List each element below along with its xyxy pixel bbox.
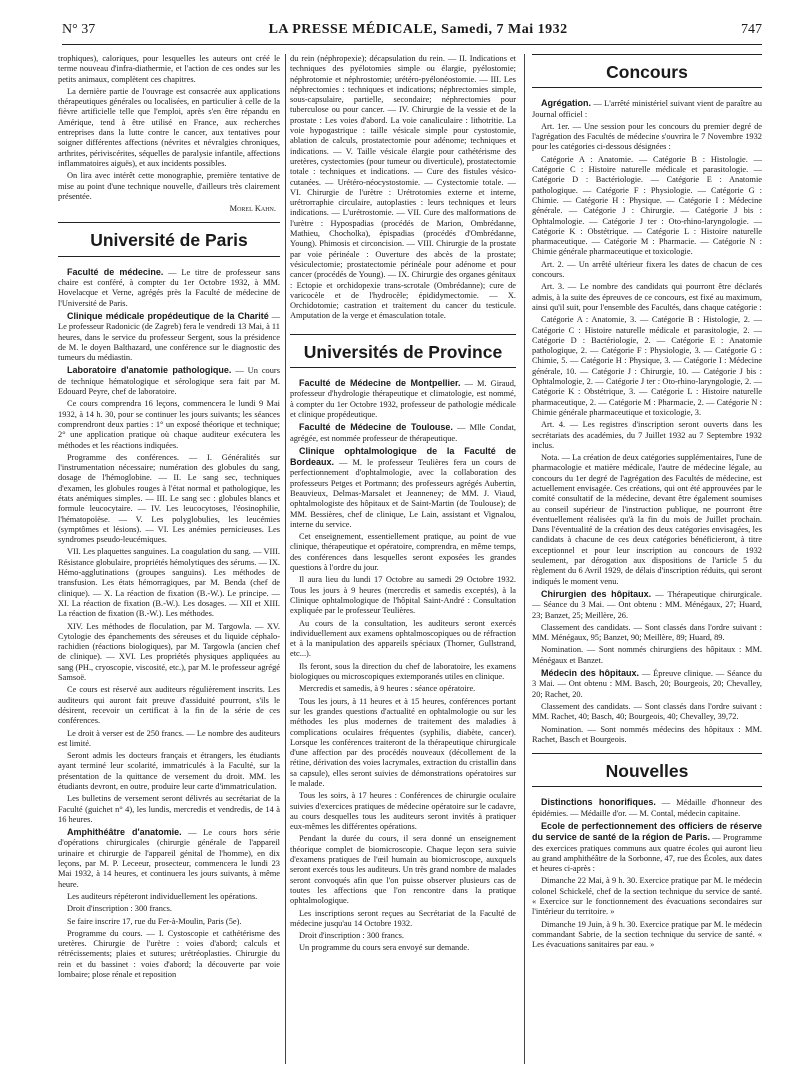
paragraph bbox=[290, 791, 516, 832]
news-item bbox=[532, 797, 762, 819]
item-text: Dimanche 22 Mai, à 9 h. 30. Exercice pratique par M. le médecin colonel Schickelé, chef de la section technique du service de santé. « Exercice sur le fonctionnement des évacuations secondaires sur l'intérieur du territoire. » bbox=[532, 876, 762, 917]
paragraph: trophiques), caloriques, pour lesquelles les auteurs ont créé le terme nouveau d'infra-diathermie, et l'action de ces ondes sur les petits animaux, complètent ces chapitres. bbox=[58, 54, 280, 84]
item-text: Art. 3. — Le nombre des candidats qui pourront être déclarés admis, à la suite des épreuves de ce concours, est fixé au maximum, ainsi qu'il suit, pour l'ensemble des Facultés, dans chaque catégorie : bbox=[532, 282, 762, 312]
col1-intro bbox=[58, 54, 280, 202]
paragraph bbox=[58, 547, 280, 619]
item-text: — Programme des exercices pratiques communs aux quatre écoles qui auront lieu au grand amphithéâtre de la Sorbonne, 47, rue des Écoles, aux dates et heures ci-après : bbox=[532, 833, 762, 874]
news-item bbox=[58, 365, 280, 397]
item-text: Il aura lieu du lundi 17 Octobre au samedi 29 Octobre 1932. Tous les jours à 9 heures (mercredis et samedis exceptés), à la Clinique ophtalmologique de l'hôpital Saint-André : Consultation expliquée par le professeur Teulières. bbox=[290, 575, 516, 616]
paragraph bbox=[532, 645, 762, 666]
item-text: — Le cours hors série d'opérations chirurgicales (chirurgie générale de l'appareil urinaire et chirurgie de l'appareil génital de l'homme), en dix leçons, par M. P. Leceeur, prosecteur, commencera le lundi 23 Mai 1932, à 14 heures, et continuera les jours suivants, à même heure. bbox=[58, 828, 280, 889]
paragraph bbox=[58, 904, 280, 914]
item-heading: Laboratoire d'anatomie pathologique. bbox=[67, 365, 232, 376]
item-text: — Un cours de technique hématologique et sérologique sera fait par M. Edouard Peyre, chef de laboratoire. bbox=[58, 366, 280, 397]
item-heading: Faculté de médecine. bbox=[67, 266, 164, 277]
news-item bbox=[290, 446, 516, 530]
column-3 bbox=[532, 54, 762, 1064]
item-heading: Distinctions honorifiques. bbox=[541, 797, 656, 808]
item-text: Programme des conférences. — I. Généralités sur l'instrumentation nécessaire; numération des globules du sang, dosage de l'hémoglobine. — II. Le sang sec, techniques d'examen, les globules rouges à l'état normal et pathologique, les états anémiques simples. — III. Le sang sec : globules blancs et formule leucocytaire. — IV. Les leucocytoses, l'éosinophilie, l'hématopoïèse. — V. Les polyglobulies, les leucémies (symptômes et lésions). — VI. Les anémies pernicieuses. Les syndromes pseudo-leucémiques. bbox=[58, 452, 280, 545]
item-text: — Le titre de professeur sans chaire est conféré, à compter du 1er Octobre 1932, à MM. Hovelacque et Verne, agrégés près la Faculté de médecine de l'Université de Paris. bbox=[58, 267, 280, 308]
page-header bbox=[62, 22, 762, 45]
item-text: Droit d'inscription : 300 francs. bbox=[299, 931, 405, 941]
paragraph bbox=[58, 892, 280, 902]
item-heading: Clinique ophtalmologique de la Faculté de Bordeaux. bbox=[290, 445, 516, 468]
col3-blocks bbox=[532, 98, 762, 745]
item-text: — Épreuve clinique. — Séance du 3 Mai. — Ont obtenu : MM. Basch, 20; Bourgeois, 20; Chevalley, 20; Rachet, 20. bbox=[532, 669, 762, 699]
item-text: Ce cours est réservé aux auditeurs régulièrement inscrits. Les auditeurs qui auront fait preuve d'assiduité pourront, s'ils le désirent, recevoir un certificat à la fin de la série de ces conférences. bbox=[58, 685, 280, 726]
item-text: Art. 2. — Un arrêté ultérieur fixera les dates de chacun de ces concours. bbox=[532, 259, 762, 280]
news-item bbox=[290, 422, 516, 444]
item-text: XIV. Les méthodes de floculation, par M. Targowla. — XV. Cytologie des épanchements des séreuses et du liquide céphalo-rachidien (réactions biologiques), par M. Targowla (ancien chef de clinique). — XVI. Les propriétés physiques appliquées au sang (PH., cryoscopie, viscosité, etc.), par M. le professeur agrégé Samsoë. bbox=[58, 621, 280, 683]
paragraph bbox=[290, 943, 516, 953]
section-title-universites-province: Universités de Province bbox=[290, 334, 516, 368]
item-heading: Faculté de Médecine de Montpellier. bbox=[299, 378, 461, 389]
item-text: VII. Les plaquettes sanguines. La coagulation du sang. — VIII. Résistance globulaire, propriétés hémolytiques des sérums. — IX. Hémo-agglutinations (groupes sanguins). Les méthodes de transfusion. Les états hémorragiques, par M. Benda (chef de clinique). — X. La réaction de fixation (B.-W.). Le principe. — XI. La réaction de fixation (B.-W.). Les dosages. — XII et XIII. La réaction de fixation (B.-W.). Les méthodes. bbox=[58, 547, 280, 619]
news-item bbox=[532, 668, 762, 700]
item-heading: Faculté de Médecine de Toulouse. bbox=[299, 422, 453, 433]
paragraph bbox=[58, 917, 280, 927]
item-text: Catégorie A : Anatomie, 3. — Catégorie B : Histologie, 2. — Catégorie C : Histoire naturelle médicale et parasitologie, 2. — Catégorie D : Bactériologie, 2. — Catégorie E : Anatomie pathologique, 2. — Catégorie F : Physiologie, 3. — Catégorie G : Chimie, 5. — Catégorie H : Physique, 3. — Catégorie I : Médecine générale, 10. — Catégorie J : Chirurgie, 10. — Catégorie J bis : Ophtalmologie, 2. — Catégorie J ter : Oto-rhino-laryngologie, 2. — Catégorie K : Obstétrique, 3. — Catégorie L : Histoire naturelle pharmaceutique, 2. — Catégorie M : Pharmacie, 2. — Catégorie N : Chimie générale pharmaceutique et toxicologie, 3. bbox=[532, 315, 762, 417]
paragraph bbox=[58, 929, 280, 980]
item-text: Dimanche 19 Juin, à 9 h. 30. Exercice pratique par M. le médecin commandant Sabrie, de la section technique du service de santé. « Les évacuations sanitaires par eau. » bbox=[532, 919, 762, 950]
news-item bbox=[290, 378, 516, 420]
item-heading: Chirurgien des hôpitaux. bbox=[541, 588, 652, 599]
paragraph bbox=[58, 794, 280, 825]
paragraph: du rein (néphropexie); décapsulation du rein. — II. Indications et techniques des pyélotomies simple ou élargie, pyélostomie; néphrotomie et néphrostomie; urétéro-pyélonéostomie. — III. Les néphrectomies : techniques et indications; néphrectomies simple, sous-capsulaire, partielle, secondaire; néphrectomies pour tuberculose ou pour cancer. — IV. Chirurgie de la vessie et de la prostate : Les voies d'abord. La voie canaliculaire : lithotritie. La voie hypogastrique : taille vésicale simple pour cystostomie, ablation de calculs, prostatectomie pour adénome; techniques et indications. — V. Taille vésicale élargie pour cathétérisme des uretères, cystectomies (pour tumeur ou diverticule), prostatectomie totale : techniques et indications. — Cure des fistules vésico-cutanées. — Urétéro-néocystostomie. — Cystectomie totale. — VI. Chirurgie de l'urètre : Urétrotomies externe et interne, urétrorraphie circulaire, autoplasties : leurs techniques et leurs indications. — L'urétrostomie. — VII. Cure des malformations de l'urètre : Hypospadias (procédés de Marion, Ombrédanne, Mathieu, Chocholka), épispadias (procédés d'Ombrédanne, Young). Phimosis et circoncision. — VIII. Chirurgie de la prostate par voie périnéale : Ouverture des abcès de la prostate; vésiculectomie; prostatectomie périnéale pour adénome et pour cancer (procédés de Young). — IX. Chirurgie des organes génitaux : Ectopie et orchidopexie trans-scrotale (Ombrédanne); cure de varicocèle et de l'hydrocèle; épididymectomie. — X. Orchidotomie; castration et traitement du cancer du testicule. Amputation de la verge et émasculation totale. bbox=[290, 54, 516, 321]
item-text: — M. Giraud, professeur d'hydrologie thérapeutique et climatologie, est nommé, à compter du 1er Octobre 1932, professeur de pathologie médicale et clinique propédeutique. bbox=[290, 379, 516, 419]
issue-number: N° 37 bbox=[62, 22, 96, 37]
item-text: Classement des candidats. — Sont classés dans l'ordre suivant : MM. Ménégaux, 95; Banzet, 90; Meillère, 89; Huard, 89. bbox=[532, 622, 762, 643]
item-text: Un programme du cours sera envoyé sur demande. bbox=[299, 943, 470, 953]
section-title-nouvelles: Nouvelles bbox=[532, 753, 762, 787]
paragraph bbox=[532, 282, 762, 313]
item-heading: Médecin des hôpitaux. bbox=[541, 668, 640, 679]
item-heading: Ecole de perfectionnement des officiers de réserve du service de santé de la région de Paris. bbox=[532, 821, 762, 843]
news-item bbox=[532, 589, 762, 621]
item-text: Programme du cours. — I. Cystoscopie et cathétérisme des uretères. Chirurgie de l'urètre : voies d'abord; calculs et rétrécissements; plaies et sutures; urétréoplasties. Chirurgie du rein et du bassinet : voies d'abord; la découverte par voie lombaire; plose rénale et reposition bbox=[58, 928, 280, 980]
item-heading: Clinique médicale propédeutique de la Charité bbox=[67, 310, 269, 321]
section-title-concours: Concours bbox=[532, 54, 762, 88]
page-number: 747 bbox=[740, 22, 762, 37]
item-text: — Thérapeutique chirurgicale. — Séance du 3 Mai. — Ont obtenu : MM. Ménégaux, 27; Huard, 23; Banzet, 25; Meillère, 26. bbox=[532, 589, 762, 620]
paragraph bbox=[58, 685, 280, 726]
item-text: Mercredis et samedis, à 9 heures : séance opératoire. bbox=[299, 684, 476, 694]
item-text: Cet enseignement, essentiellement pratique, au point de vue clinique, thérapeutique et opératoire, comprendra, en même temps, des conférences dans lesquelles seront exposées les grandes questions à l'ordre du jour. bbox=[290, 532, 516, 573]
paragraph bbox=[290, 532, 516, 573]
item-text: Tous les jours, à 11 heures et à 15 heures, conférences portant sur les grandes questions d'actualité en ophtalmologie ou sur les méthodes les plus modernes de traitement des maladies à complications oculaires fréquentes (syphilis, diabète, cancer). Lorsque les conférences traiteront de la thérapeutique chirurgicale d'une affection par des procédés nouveaux (décollement de la rétine, dérivation des voies lacrymales, extraction du cristallin dans sa capsule), elles seront suivies de démonstrations opératoires sur le malade. bbox=[290, 696, 516, 788]
item-text: Se faire inscrire 17, rue du Fer-à-Moulin, Paris (5e). bbox=[67, 916, 242, 926]
column-1 bbox=[58, 54, 280, 1064]
item-text: Nomination. — Sont nommés médecins des hôpitaux : MM. Rachet, Basch et Bourgeois. bbox=[532, 724, 762, 744]
item-text: Nomination. — Sont nommés chirurgiens des hôpitaux : MM. Ménégaux et Banzet. bbox=[532, 645, 762, 665]
paragraph: La dernière partie de l'ouvrage est consacrée aux applications thérapeutiques générales ou localisées, en particulier à celle de la fièvre artificielle telle que l'emploi, après s'en être répandu en Amérique, tend à être utilisé en France, aux recherches entreprises dans la lutte contre le cancer, aux tentatives pour soigner différentes affections (névrites et névralgies chroniques, arthrites, périviscérites, séquelles de paralysie infantile, affections inflammatoires aiguës), et aux incidents possibles. bbox=[58, 86, 280, 168]
column-2 bbox=[290, 54, 516, 1064]
item-text: Seront admis les docteurs français et étrangers, les étudiants ayant terminé leur scolarité, immatriculés à la Faculté, sur la présentation de la quittance de versement du droit. MM. les étudiants devront, en outre, produire leur carte d'immatriculation. bbox=[58, 751, 280, 791]
paragraph bbox=[532, 420, 762, 451]
item-text: Pendant la durée du cours, il sera donné un enseignement théorique complet de biomicroscopie. Chaque leçon sera suivie d'examens pratiques de l'œil humain au biomicroscope, auxquels seront exercés tous les auditeurs. Un très grand nombre de malades seront convoqués afin que l'on puisse observer plusieurs cas de toutes les affections que l'on rencontre dans la pratique ophtalmologique. bbox=[290, 834, 516, 906]
item-text: Ce cours comprendra 16 leçons, commencera le lundi 9 Mai 1932, à 14 h. 30, pour se continuer les jours suivants; les séances comprendront deux parties : 1° un exposé théorique et technique; 2° une application pratique où chaque auditeur exécutera les méthodes et les réactions indiquées. bbox=[58, 399, 280, 450]
item-text: Droit d'inscription : 300 francs. bbox=[67, 904, 173, 914]
paragraph bbox=[58, 453, 280, 546]
item-text: Nota. — La création de deux catégories supplémentaires, l'une de pharmacologie et matière médicale, l'autre de médecine légale, au concours du 1er degré de l'agrégation des Facultés de médecine, est actuellement envisagée. Ces créations, qui ont été approuvées par le comité consultatif de la médecine, devant être également soumises au conseil supérieur de l'instruction publique, ne pourront être éventuellement réalisées qu'à la fin du mois de Juillet prochain. Dans l'éventualité de la création des deux catégories envisagées, les candidats à chacune de ces deux catégories bénéficieront, à titre exceptionnel et pour leur inscription au concours de 1932 seulement, par dérogation aux dispositions de l'article 5 du règlement du 6 Avril 1929, de délais d'inscription réduits, qui seront indiqués le moment venu. bbox=[532, 453, 762, 586]
paragraph bbox=[532, 702, 762, 723]
item-text: Ils feront, sous la direction du chef de laboratoire, les examens biologiques ou microscopiques extemporanés utiles en clinique. bbox=[290, 661, 516, 682]
paragraph bbox=[290, 619, 516, 660]
item-heading: Amphithéâtre d'anatomie. bbox=[67, 827, 182, 838]
col1-blocks bbox=[58, 267, 280, 981]
item-text: Classement des candidats. — Sont classés dans l'ordre suivant : MM. Rachet, 40; Basch, 40; Bourgeois, 40; Chevalley, 39,72. bbox=[532, 701, 762, 722]
paragraph bbox=[532, 122, 762, 153]
item-text: — Mlle Condat, agrégée, est nommée professeur de thérapeutique. bbox=[290, 423, 516, 443]
news-item bbox=[532, 821, 762, 874]
paragraph bbox=[290, 931, 516, 941]
paragraph bbox=[532, 453, 762, 587]
paragraph bbox=[290, 909, 516, 930]
paragraph bbox=[532, 876, 762, 917]
paragraph bbox=[532, 623, 762, 644]
news-item bbox=[58, 827, 280, 890]
item-text: Le droit à verser est de 250 francs. — Le nombre des auditeurs est limité. bbox=[58, 728, 280, 748]
paragraph bbox=[532, 155, 762, 258]
column-rule bbox=[285, 54, 286, 1064]
item-text: Art. 1er. — Une session pour les concours du premier degré de l'agrégation des Facultés de médecine s'ouvrira le 7 Novembre 1932 pour les catégories ci-dessous désignées : bbox=[532, 121, 762, 152]
item-text: — L'arrêté ministériel suivant vient de paraître au Journal officiel : bbox=[532, 99, 762, 119]
paragraph bbox=[532, 725, 762, 746]
paragraph: On lira avec intérêt cette monographie, première tentative de mise au point d'une technique nouvelle, d'ailleurs très clairement présentée. bbox=[58, 171, 280, 201]
paragraph bbox=[290, 684, 516, 694]
paragraph bbox=[290, 662, 516, 683]
review-signature: Morel Kahn. bbox=[229, 204, 276, 214]
item-text: Au cours de la consultation, les auditeurs seront exercés individuellement aux examens ophtalmoscopiques ou de réfraction et à la manipulation des appareils spéciaux (Thorner, Gullstrand, etc...). bbox=[290, 618, 516, 659]
paragraph bbox=[58, 622, 280, 684]
paragraph bbox=[290, 834, 516, 906]
paragraph bbox=[532, 260, 762, 281]
paragraph bbox=[290, 575, 516, 616]
paragraph bbox=[58, 399, 280, 450]
paragraph bbox=[532, 315, 762, 418]
column-rule bbox=[524, 54, 525, 1064]
paragraph bbox=[290, 697, 516, 790]
item-text: Catégorie A : Anatomie. — Catégorie B : Histologie. — Catégorie C : Histoire naturelle médicale et parasitologie. — Catégorie D : Bactériologie. — Catégorie E : Anatomie pathologique. — Catégorie F : Physiologie. — Catégorie G : Chimie. — Catégorie H : Physique. — Catégorie I : Médecine générale. — Catégorie J : Chirurgie. — Catégorie J bis : Ophtalmologie. — Catégorie J ter : Oto-rhino-laryngologie. — Catégorie K : Obstétrique. — Catégorie L : Histoire naturelle pharmaceutique. — Catégorie M : Pharmacie. — Catégorie N : Chimie générale pharmaceutique et toxicologie. bbox=[532, 154, 762, 257]
journal-title: LA PRESSE MÉDICALE, Samedi, 7 Mai 1932 bbox=[268, 22, 568, 37]
item-text: Les bulletins de versement seront délivrés au secrétariat de la Faculté (guichet n° 4), les lundis, mercredis et vendredis, de 14 à 16 heures. bbox=[58, 794, 280, 824]
item-text: Art. 4. — Les registres d'inscription seront ouverts dans les secrétariats des académies, du 7 Juillet 1932 au 7 Septembre 1932 inclus. bbox=[532, 420, 762, 450]
item-text: — M. le professeur Teulières fera un cours de perfectionnement d'ophtalmologie, avec la collaboration des professeurs Petges et Portmann; des professeurs agrégés Aubertin, Beauvieux, Delmas-Marsalet et Jeanneney; de MM. J. Viaud, ophtalmologiste des hôpitaux et de Saint-Martin (de Toulouse); de MM. Bessières, chef de clinique, Le Lain, assistant et Vignalou, interne du service. bbox=[290, 458, 516, 529]
news-item bbox=[58, 267, 280, 309]
col2-blocks bbox=[290, 378, 516, 954]
item-text: — Le professeur Radonicic (de Zagreb) fera le vendredi 13 Mai, à 11 heures, dans le service du professeur Sergent, sous la présidence de M. le doyen Balthazard, une conférence sur le diagnostic des tumeurs du médiastin. bbox=[58, 311, 280, 363]
item-heading: Agrégation. bbox=[541, 98, 592, 109]
paragraph bbox=[58, 751, 280, 792]
item-text: — Médaille d'honneur des épidémies. — Médaille d'or. — M. Contal, médecin capitaine. bbox=[532, 798, 762, 818]
news-item bbox=[58, 311, 280, 363]
item-text: Tous les soirs, à 17 heures : Conférences de chirurgie oculaire suivies d'exercices pratiques de médecine opératoire sur le cadavre, au cours desquelles tous les auditeurs seront invités à pratiquer eux-mêmes les différentes opérations. bbox=[290, 791, 516, 832]
news-item bbox=[532, 98, 762, 120]
item-text: Les inscriptions seront reçues au Secrétariat de la Faculté de médecine jusqu'au 14 Octobre 1932. bbox=[290, 908, 516, 928]
col3-blocks2 bbox=[532, 797, 762, 950]
section-title-universite-paris: Université de Paris bbox=[58, 222, 280, 256]
paragraph bbox=[532, 920, 762, 951]
item-text: Les auditeurs répéteront individuellement les opérations. bbox=[67, 891, 258, 901]
paragraph bbox=[58, 729, 280, 750]
